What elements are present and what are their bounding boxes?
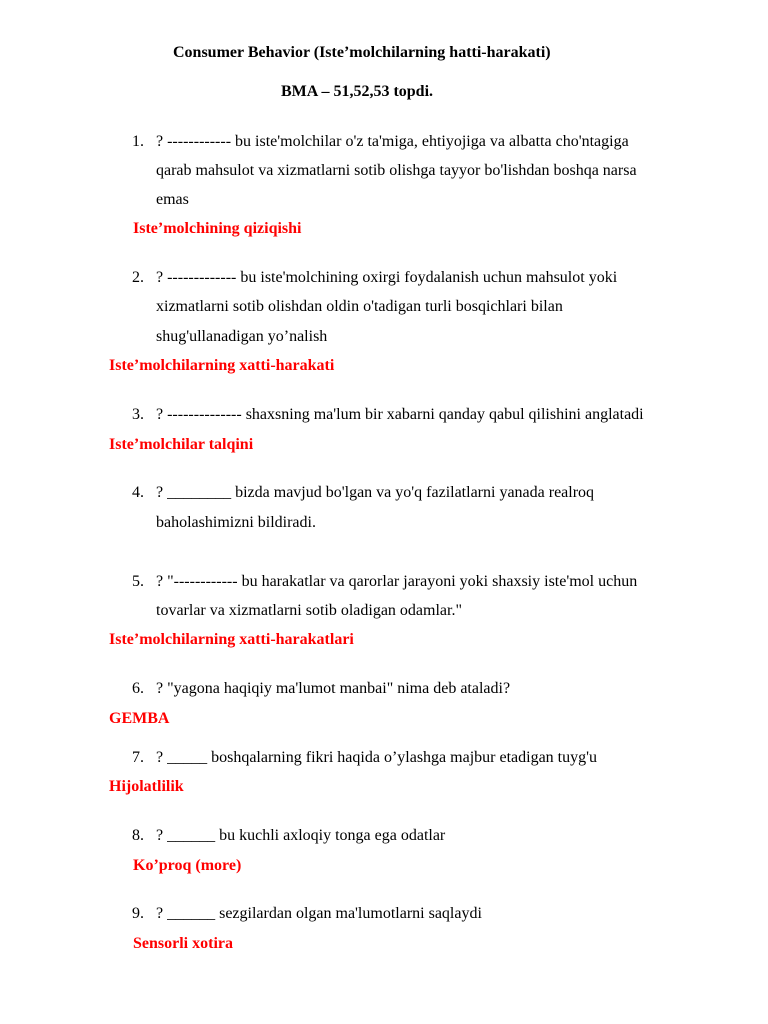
question-text-line: ? ______ bu kuchli axloqiy tonga ega odatlar — [156, 827, 446, 844]
question-number: 5. — [132, 573, 144, 590]
question-text-line: baholashimizni bildiradi. — [156, 514, 316, 531]
question-text-line: ? _____ boshqalarning fikri haqida o’ylashga majbur etadigan tuyg'u — [156, 749, 597, 766]
question-text-line: xizmatlarni sotib olishdan oldin o'tadigan turli bosqichlari bilan — [156, 298, 563, 315]
question-number: 4. — [132, 484, 144, 501]
question-text-line: ? ------------ bu iste'molchilar o'z ta'miga, ehtiyojiga va albatta cho'ntagiga — [156, 133, 629, 150]
question-text-line: emas — [156, 191, 189, 208]
document-title: Consumer Behavior (Iste’molchilarning hatti-harakati) — [173, 44, 551, 61]
question-number: 6. — [132, 680, 144, 697]
question-text-line: ? -------------- shaxsning ma'lum bir xabarni qanday qabul qilishini anglatadi — [156, 406, 644, 423]
question-text-line: ? ______ sezgilardan olgan ma'lumotlarni saqlaydi — [156, 905, 482, 922]
question-number: 3. — [132, 406, 144, 423]
question-text-line: ? ________ bizda mavjud bo'lgan va yo'q fazilatlarni yanada realroq — [156, 484, 595, 501]
answer-text: Sensorli xotira — [133, 935, 233, 952]
question-number: 2. — [132, 269, 144, 286]
answer-text: Hijolatlilik — [109, 778, 184, 795]
answer-text: Iste’molchilar talqini — [109, 436, 254, 453]
question-text-line: qarab mahsulot va xizmatlarni sotib olishga tayyor bo'lishdan boshqa narsa — [156, 162, 637, 179]
question-text-line: tovarlar va xizmatlarni sotib oladigan odamlar." — [156, 602, 462, 619]
question-number: 8. — [132, 827, 144, 844]
question-number: 7. — [132, 749, 144, 766]
answer-text: Iste’molchilarning xatti-harakati — [109, 357, 335, 374]
answer-text: Ko’proq (more) — [133, 857, 242, 874]
answer-text: Iste’molchilarning xatti-harakatlari — [109, 631, 354, 648]
question-number: 1. — [132, 133, 144, 150]
question-text-line: ? ------------- bu iste'molchining oxirgi foydalanish uchun mahsulot yoki — [156, 269, 618, 286]
answer-text: GEMBA — [109, 710, 170, 727]
question-text-line: ? "yagona haqiqiy ma'lumot manbai" nima deb ataladi? — [156, 680, 511, 697]
question-text-line: shug'ullanadigan yo’nalish — [156, 328, 328, 345]
answer-text: Iste’molchining qiziqishi — [133, 220, 302, 237]
question-number: 9. — [132, 905, 144, 922]
question-text-line: ? "------------ bu harakatlar va qarorlar jarayoni yoki shaxsiy iste'mol uchun — [156, 573, 638, 590]
document-subtitle: BMA – 51,52,53 topdi. — [281, 83, 434, 100]
